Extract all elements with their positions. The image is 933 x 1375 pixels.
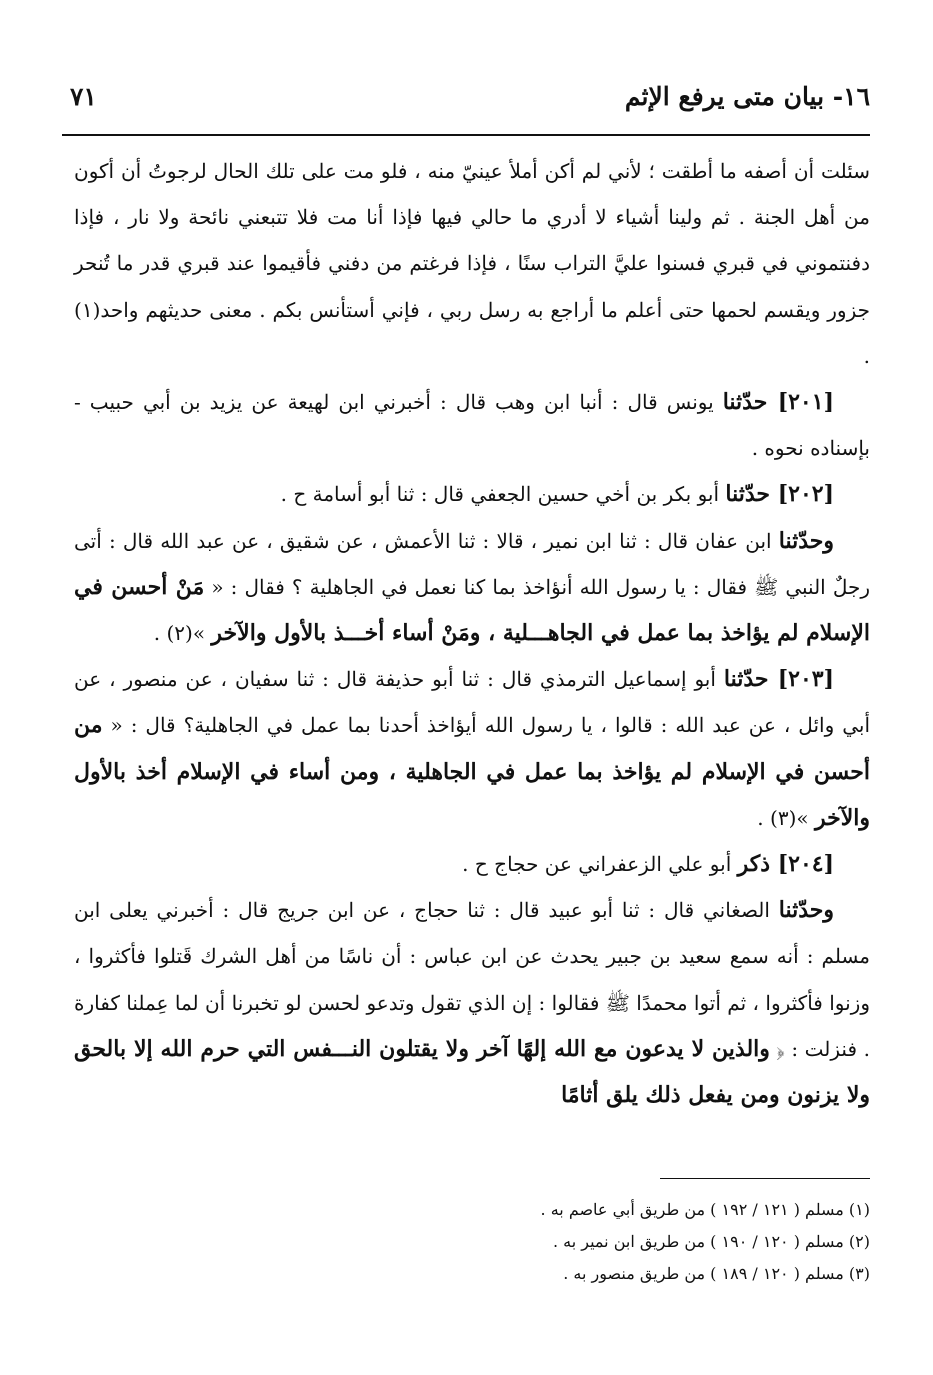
- paragraph: [74, 841, 870, 887]
- body-text-segment: يونس قال : أنبا ابن وهب قال : أخبرني ابن لهيعة عن يزيد بن أبي حبيب - بإسناده نحوه .: [74, 390, 870, 461]
- keyword-text: حدّثنا: [722, 389, 768, 416]
- footnotes: [60, 1194, 870, 1290]
- body-text-segment: »(٣) .: [757, 805, 815, 830]
- body-text-segment: أبو إسماعيل الترمذي قال : ثنا أبو حذيفة قال : ثنا سفيان ، عن منصور ، عن أبي وائل ، عن عبد الله : قالوا ، يا رسول الله أيؤاخذ أحدنا بما عمل في الجاهلية؟ قال : «: [74, 667, 870, 738]
- footnote-1: (١) مسلم ( ١٢١ / ١٩٢ ) من طريق أبي عاصم به .: [540, 1200, 870, 1219]
- footnote-3: (٣) مسلم ( ١٢٠ / ١٨٩ ) من طريق منصور به .: [563, 1264, 870, 1283]
- keyword-text: [٢٠٢]: [770, 481, 834, 508]
- footnote-2: (٢) مسلم ( ١٢٠ / ١٩٠ ) من طريق ابن نمير به .: [552, 1232, 870, 1251]
- paragraph: [74, 471, 870, 517]
- body-text-segment: الصغاني قال : ثنا أبو عبيد قال : ثنا حجاج ، عن ابن جريج قال : أخبرني يعلى ابن مسلم : أنه سمع سعيد بن جبير يحدث عن ابن عباس : أن ناسًا من أهل الشرك قَتلوا فأكثروا ، وزنوا فأكثروا ، ثم أتوا محمدًا ﷺ فقالوا : إن الذي تقول وتدعو لحسن لو تخبرنا أن لما عِملنا كفارة . فنزلت : ﴿: [74, 898, 870, 1061]
- paragraph: [74, 656, 870, 841]
- hadith-text: من أحسن في الإسلام لم يؤاخذ بما عمل في الجاهلية ، ومن أساء في الإسلام أخذ بالأول والآخر: [74, 712, 870, 831]
- paragraph: [74, 887, 870, 1118]
- paragraph: [74, 148, 870, 379]
- keyword-text: حدّثنا: [725, 481, 771, 508]
- body-text-segment: أبو بكر بن أخي حسين الجعفي قال : ثنا أبو أسامة ح .: [280, 482, 726, 507]
- main-text: [74, 148, 870, 1118]
- body-text-segment: سئلت أن أصفه ما أطقت ؛ لأني لم أكن أملأ عينيّ منه ، فلو مت على تلك الحال لرجوتُ أن أكون من أهل الجنة . ثم ولينا أشياء لا أدري ما حالي فيها فإذا أنا مت فلا تتبعني نائحة ولا نار ، فإذا دفنتموني في قبري فسنوا عليَّ التراب سنًا ، فإذا فرغتم من دفني فأقيموا عند قبري قدر ما تُنحر جزور ويقسم لحمها حتى أعلم ما أراجع به رسل ربي ، فإني أستأنس بكم . معنى حديثهم واحد(١) .: [74, 159, 870, 368]
- keyword-text: حدّثنا: [723, 666, 769, 693]
- chapter-title: ١٦- بيان متى يرفع الإثم: [624, 82, 870, 111]
- hadith-text: مَنْ أحسن في الإسلام لم يؤاخذ بما عمل في الجاهـــلية ، ومَنْ أساء أخـــذ بالأول والآخر: [74, 573, 870, 647]
- body-text-segment: أبو علي الزعفراني عن حجاج ح .: [462, 852, 738, 877]
- header-rule: [62, 134, 870, 136]
- keyword-text: وحدّثنا: [778, 897, 834, 924]
- keyword-text: وحدّثنا: [778, 527, 834, 554]
- running-header: [60, 78, 870, 128]
- paragraph: [74, 379, 870, 471]
- body-text-segment: ابن عفان قال : ثنا ابن نمير ، قالا : ثنا الأعمش ، عن شقيق ، عن عبد الله قال : أتى رجلٌ النبي ﷺ فقال : يا رسول الله أنؤاخذ بما كنا نعمل في الجاهلية ؟ فقال : «: [74, 528, 870, 599]
- keyword-text: [٢٠٣]: [768, 666, 834, 693]
- body-text-segment: »(٢) .: [153, 621, 212, 646]
- keyword-text: [٢٠١]: [767, 389, 834, 416]
- paragraph: [74, 518, 870, 657]
- footnote-separator: [660, 1178, 870, 1179]
- keyword-text: [٢٠٤]: [770, 851, 834, 878]
- hadith-text: والذين لا يدعون مع الله إلهًا آخر ولا يقتلون النـــفس التي حرم الله إلا بالحق ولا يزنون ومن يفعل ذلك يلق أثامًا: [74, 1035, 870, 1109]
- page-number: ٧١: [70, 82, 97, 111]
- keyword-text: ذكر: [737, 851, 771, 878]
